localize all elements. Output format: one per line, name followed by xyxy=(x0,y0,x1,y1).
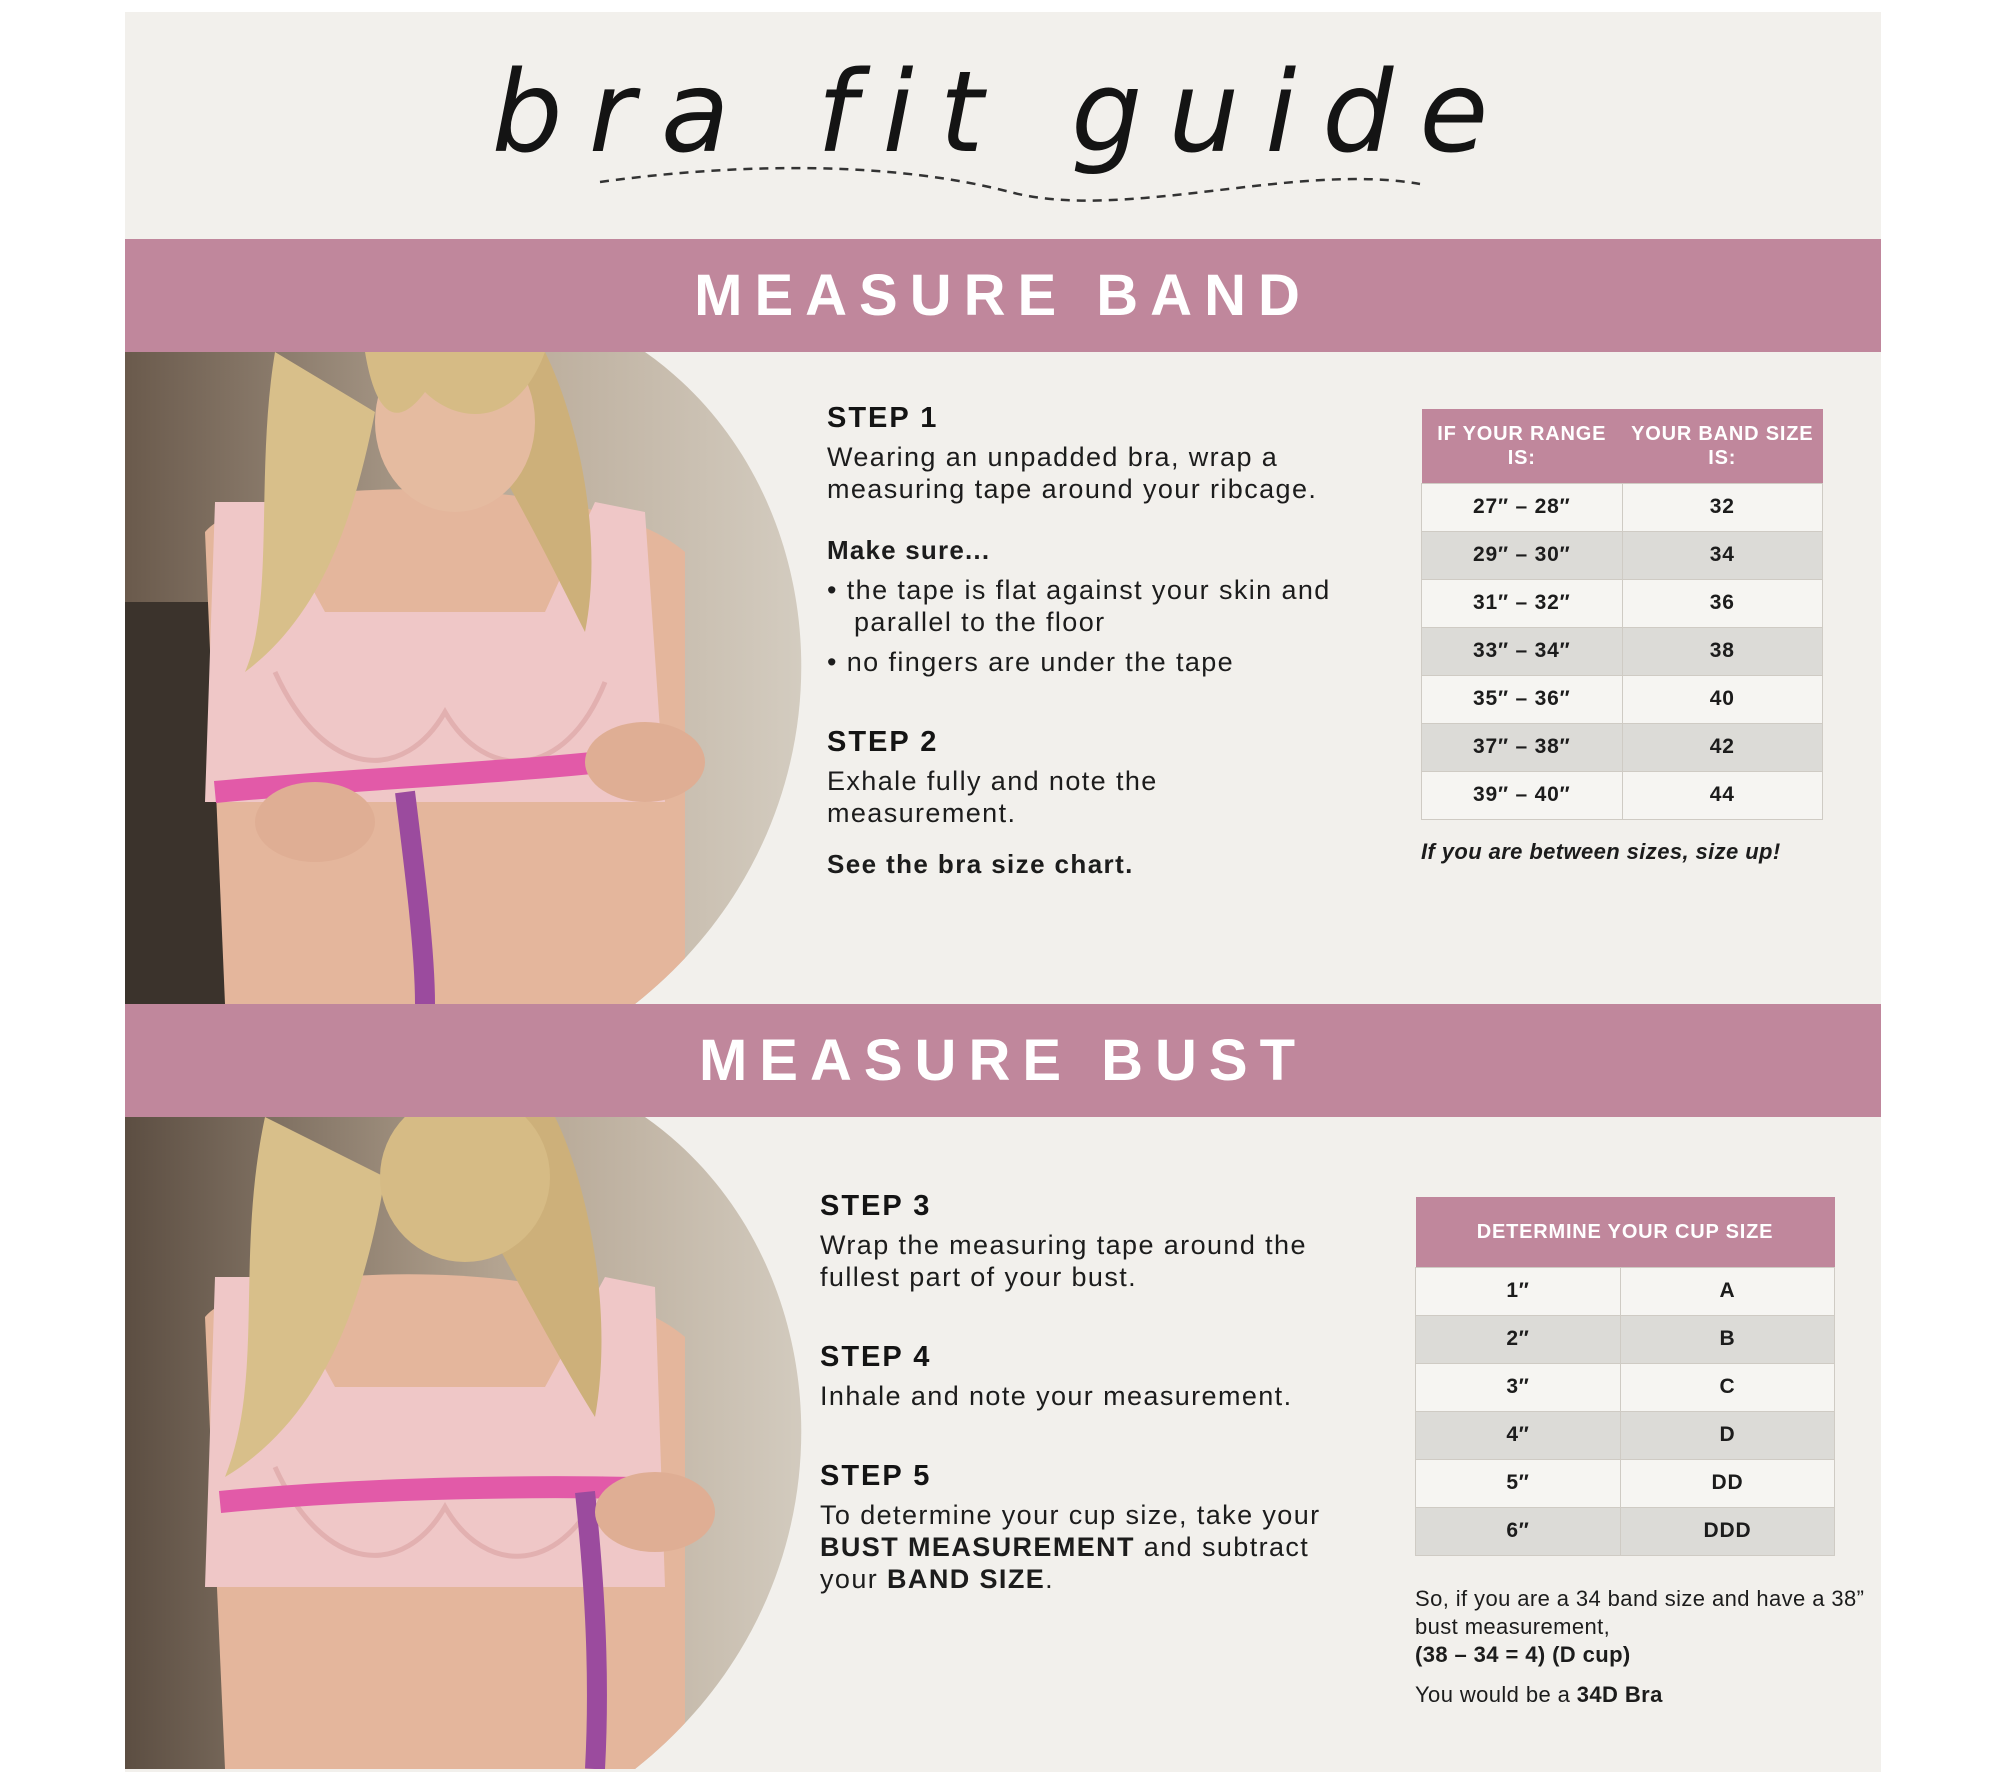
difference-cell: 5″ xyxy=(1416,1459,1621,1507)
step-5-text-part: To determine your cup size, take your xyxy=(820,1500,1321,1530)
measure-band-photo xyxy=(125,352,865,1004)
cup-cell: B xyxy=(1621,1315,1835,1363)
band-table-header-size: YOUR BAND SIZE IS: xyxy=(1622,409,1823,483)
table-row xyxy=(1422,723,1823,771)
range-cell: 35″ – 36″ xyxy=(1422,675,1623,723)
difference-cell: 3″ xyxy=(1416,1363,1621,1411)
range-cell: 33″ – 34″ xyxy=(1422,627,1623,675)
cup-cell: DDD xyxy=(1621,1507,1835,1555)
tip-tape-flat: • the tape is flat against your skin and parallel to the floor xyxy=(827,575,1331,637)
measure-band-heading: MEASURE BAND xyxy=(694,263,1312,328)
table-row xyxy=(1422,771,1823,819)
fit-guide-card xyxy=(125,12,1881,1772)
table-row xyxy=(1416,1267,1835,1315)
range-cell: 31″ – 32″ xyxy=(1422,579,1623,627)
band-size-cell: 44 xyxy=(1622,771,1823,819)
example-result-prefix: You would be a xyxy=(1415,1682,1577,1707)
step-5-text xyxy=(820,1499,1340,1595)
step-5-text-part: . xyxy=(1045,1564,1055,1594)
table-row xyxy=(1416,1411,1835,1459)
table-row xyxy=(1422,531,1823,579)
band-size-cell: 36 xyxy=(1622,579,1823,627)
step-4-title: STEP 4 xyxy=(820,1341,932,1373)
band-size-cell: 38 xyxy=(1622,627,1823,675)
step-2-title: STEP 2 xyxy=(827,726,939,758)
table-row xyxy=(1422,483,1823,531)
size-up-note: If you are between sizes, size up! xyxy=(1421,839,1781,864)
example-result: 34D Bra xyxy=(1576,1682,1663,1707)
band-size-cell: 42 xyxy=(1622,723,1823,771)
difference-cell: 6″ xyxy=(1416,1507,1621,1555)
bust-measurement-emphasis: BUST MEASUREMENT xyxy=(820,1532,1135,1562)
table-row xyxy=(1416,1459,1835,1507)
step-2-text: Exhale fully and note the measurement. xyxy=(827,766,1158,828)
table-row xyxy=(1422,675,1823,723)
cup-table-header: DETERMINE YOUR CUP SIZE xyxy=(1416,1197,1835,1267)
band-size-cell: 40 xyxy=(1622,675,1823,723)
step-3-text: Wrap the measuring tape around the fullest part of your bust. xyxy=(820,1230,1307,1292)
measure-band-steps xyxy=(827,402,1347,880)
table-row xyxy=(1422,579,1823,627)
range-cell: 37″ – 38″ xyxy=(1422,723,1623,771)
cup-size-example xyxy=(1415,1585,1881,1709)
cup-cell: D xyxy=(1621,1411,1835,1459)
step-3-title: STEP 3 xyxy=(820,1190,932,1222)
measure-bust-banner xyxy=(125,1004,1881,1117)
measure-bust-heading: MEASURE BUST xyxy=(698,1028,1308,1093)
difference-cell: 2″ xyxy=(1416,1315,1621,1363)
table-row xyxy=(1416,1363,1835,1411)
difference-cell: 4″ xyxy=(1416,1411,1621,1459)
band-size-cell: 32 xyxy=(1622,483,1823,531)
example-line: So, if you are a 34 band size and have a 38” bust measurement, xyxy=(1415,1586,1865,1639)
example-calculation: (38 – 34 = 4) (D cup) xyxy=(1415,1642,1631,1667)
see-chart-text: See the bra size chart. xyxy=(827,849,1134,879)
band-size-table xyxy=(1421,409,1823,820)
table-row xyxy=(1416,1315,1835,1363)
step-5-text-part: and subtract your xyxy=(820,1532,1310,1594)
step-5-title: STEP 5 xyxy=(820,1460,932,1492)
range-cell: 27″ – 28″ xyxy=(1422,483,1623,531)
table-row xyxy=(1416,1507,1835,1555)
step-1-text: Wearing an unpadded bra, wrap a measuring tape around your ribcage. xyxy=(827,442,1318,504)
cup-cell: DD xyxy=(1621,1459,1835,1507)
band-table-header-range: IF YOUR RANGE IS: xyxy=(1422,409,1623,483)
cup-size-table xyxy=(1415,1197,1835,1556)
page-title: bra fit guide xyxy=(491,48,1515,178)
band-size-cell: 34 xyxy=(1622,531,1823,579)
cup-cell: A xyxy=(1621,1267,1835,1315)
tip-no-fingers: • no fingers are under the tape xyxy=(827,647,1235,677)
range-cell: 39″ – 40″ xyxy=(1422,771,1623,819)
measure-bust-steps xyxy=(820,1190,1340,1595)
band-size-emphasis: BAND SIZE xyxy=(887,1564,1046,1594)
cup-cell: C xyxy=(1621,1363,1835,1411)
make-sure-heading: Make sure... xyxy=(827,535,991,565)
title-underline-decoration xyxy=(595,152,1425,212)
step-4-text: Inhale and note your measurement. xyxy=(820,1381,1293,1411)
difference-cell: 1″ xyxy=(1416,1267,1621,1315)
range-cell: 29″ – 30″ xyxy=(1422,531,1623,579)
measure-band-banner xyxy=(125,239,1881,352)
step-1-title: STEP 1 xyxy=(827,402,939,434)
table-row xyxy=(1422,627,1823,675)
measure-bust-photo xyxy=(125,1117,865,1769)
